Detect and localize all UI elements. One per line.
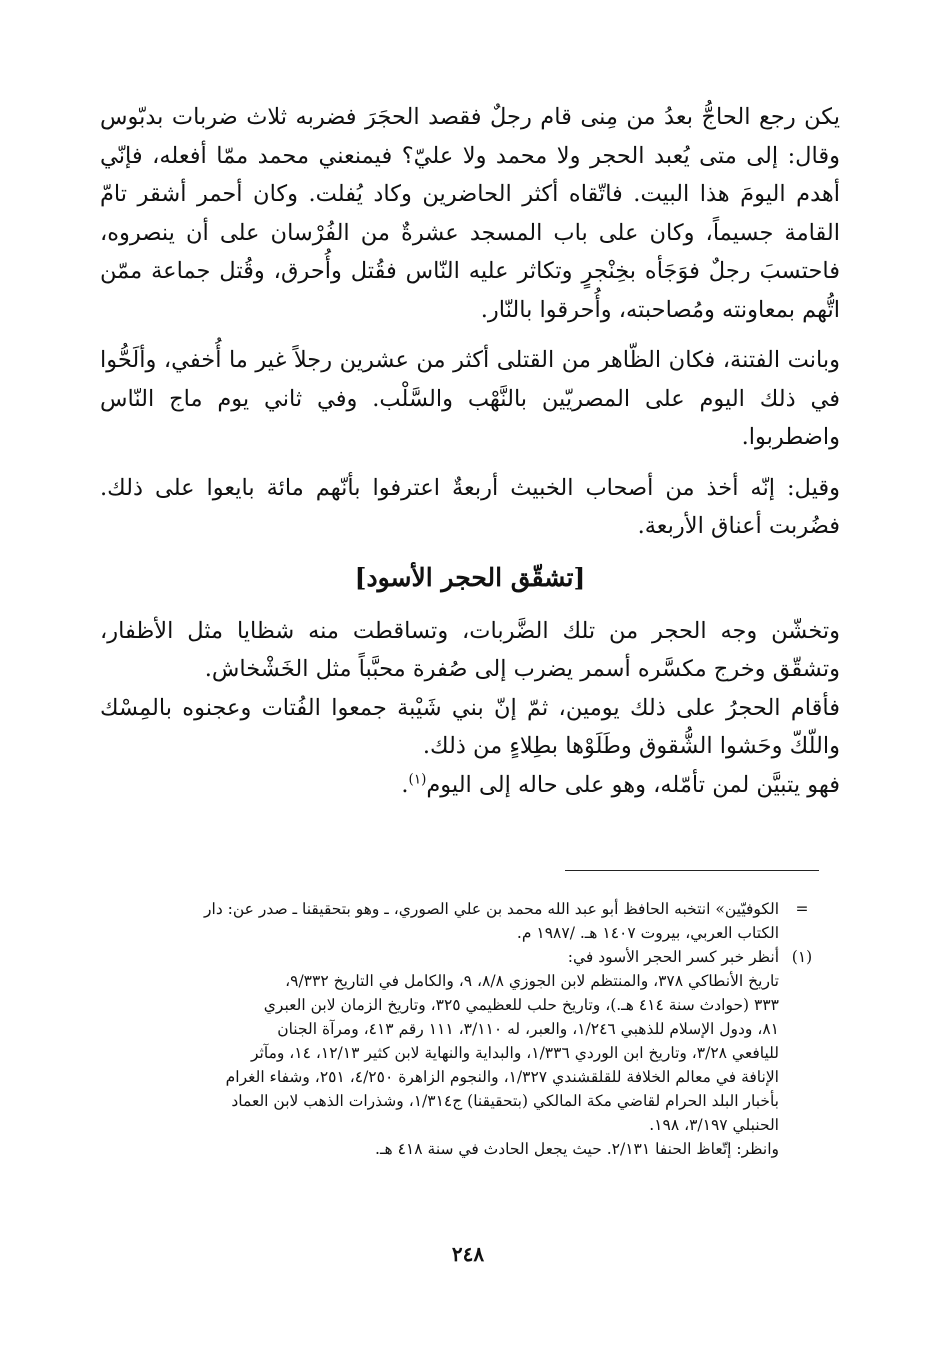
page-number: ٢٤٨: [451, 1242, 485, 1266]
footnote-1-body: [100, 945, 779, 1161]
continuation-body: [100, 897, 779, 945]
footnote-line: أنظر خبر كسر الحجر الأسود في:: [567, 948, 779, 966]
paragraph-1: يكن رجع الحاجُّ بعدُ من مِنى قام رجلٌ فقصد الحجَرَ فضربه ثلاث ضربات بدبّوس وقال: إلى متى يُعبد الحجر ولا محمد ولا عليّ؟ فيمنعني محمد ممّا أفعله، فإنّي أهدم اليومَ هذا البيت. فاتّقاه أكثر الحاضرين وكاد يُفلت. وكان أحمر أشقر تامّ القامة جسيماً، وكان على باب المسجد عشرةٌ من الفُرْسان على أن ينصروه، فاحتسبَ رجلٌ فوَجَأه بخِنْجرٍ وتكاثر عليه النّاس فقُتل وأُحرق، وقُتل جماعة ممّن اتُّهم بمعاونته ومُصاحبته، وأُحرقوا بالنّار.: [100, 104, 840, 323]
paragraph-2: وبانت الفتنة، فكان الظّاهر من القتلى أكثر من عشرين رجلاً غير ما أُخفي، وألَحُّوا في ذلك اليوم على المصريّين بالنَّهْب والسَّلْب. وفي ثاني يوم ماج النّاس واضطربوا.: [100, 347, 840, 450]
footnote-separator: [565, 870, 819, 871]
footnote-line: الكتاب العربي، بيروت ١٤٠٧ هـ. /١٩٨٧ م.: [516, 924, 779, 942]
footnote-line: وانظر: إتّعاظ الحنفا ٢/١٣١. حيث يجعل الحادث في سنة ٤١٨ هـ.: [375, 1140, 779, 1158]
footnote-line: تاريخ الأنطاكي ٣٧٨، والمنتظم لابن الجوزي ٨/٨، ٩، والكامل في التاريخ ٩/٣٣٢،: [285, 972, 779, 990]
footnote-line: ٨١، ودول الإسلام للذهبي ١/٢٤٦، والعبر، له ٣/١١٠، ١١١ رقم ٤١٣، ومرآة الجنان: [277, 1020, 779, 1038]
footnote-line: لليافعي ٣/٢٨، وتاريخ ابن الوردي ١/٣٣٦، والبداية والنهاية لابن كثير ١٢/١٣، ١٤، ومآثر: [250, 1044, 779, 1062]
paragraph-6-text: فهو يتبيَّن لمن تأمّله، وهو على حاله إلى اليوم: [426, 771, 840, 798]
main-text-block: [100, 98, 840, 816]
footnotes-block: [100, 897, 825, 1161]
paragraph-4: وتخشّن وجه الحجر من تلك الضَّربات، وتساقطت منه شظايا مثل الأظفار، وتشقّق وخرج مكسَّره أسمر يضرب إلى صُفرة محبَّباً مثل الخَشْخاش.: [100, 617, 840, 682]
footnote-line: بأخبار البلد الحرام لقاضي مكة المالكي (بتحقيقنا) ج١/٣١٤، وشذرات الذهب لابن العماد: [231, 1092, 779, 1110]
footnote-continuation: [100, 897, 825, 945]
section-heading: [تشقّق الحجر الأسود]: [354, 562, 586, 592]
footnote-1-marker: (١): [791, 948, 813, 966]
paragraph-6: فهو يتبيَّن لمن تأمّله، وهو على حاله إلى اليوم$^{(١)}$.: [401, 771, 840, 798]
footnote-1: [100, 945, 825, 1161]
paragraph-5: فأقام الحجرُ على ذلك يومين، ثمّ إنّ بني شَيْبة جمعوا الفُتات وعجنوه بالمِسْك واللّكّ وحَشوا الشُّقوق وطَلَوْها بطِلاءٍ من ذلك.: [100, 694, 840, 759]
footnote-reference: (١): [408, 771, 427, 787]
footnote-line: ٣٣٣ (حوادث سنة ٤١٤ هـ.)، وتاريخ حلب للعظيمي ٣٢٥، وتاريخ الزمان لابن العبري: [263, 996, 779, 1014]
paragraph-3: وقيل: إنّه أخذ من أصحاب الخبيث أربعةٌ اعترفوا بأنّهم مائة بايعوا على ذلك. فضُربت أعناق الأربعة.: [100, 474, 840, 539]
footnote-line: الكوفيّين» انتخبه الحافظ أبو عبد الله محمد بن علي الصوري، ـ وهو بتحقيقنا ـ صدر عن: دار: [204, 900, 779, 918]
footnote-line: الإنافة في معالم الخلافة للقلقشندي ١/٣٢٧، والنجوم الزاهرة ٤/٢٥٠، ٢٥١، وشفاء الغرام: [225, 1068, 779, 1086]
footnote-line: الحنبلي ٣/١٩٧، ١٩٨.: [649, 1116, 779, 1134]
continuation-marker: =: [795, 900, 809, 918]
